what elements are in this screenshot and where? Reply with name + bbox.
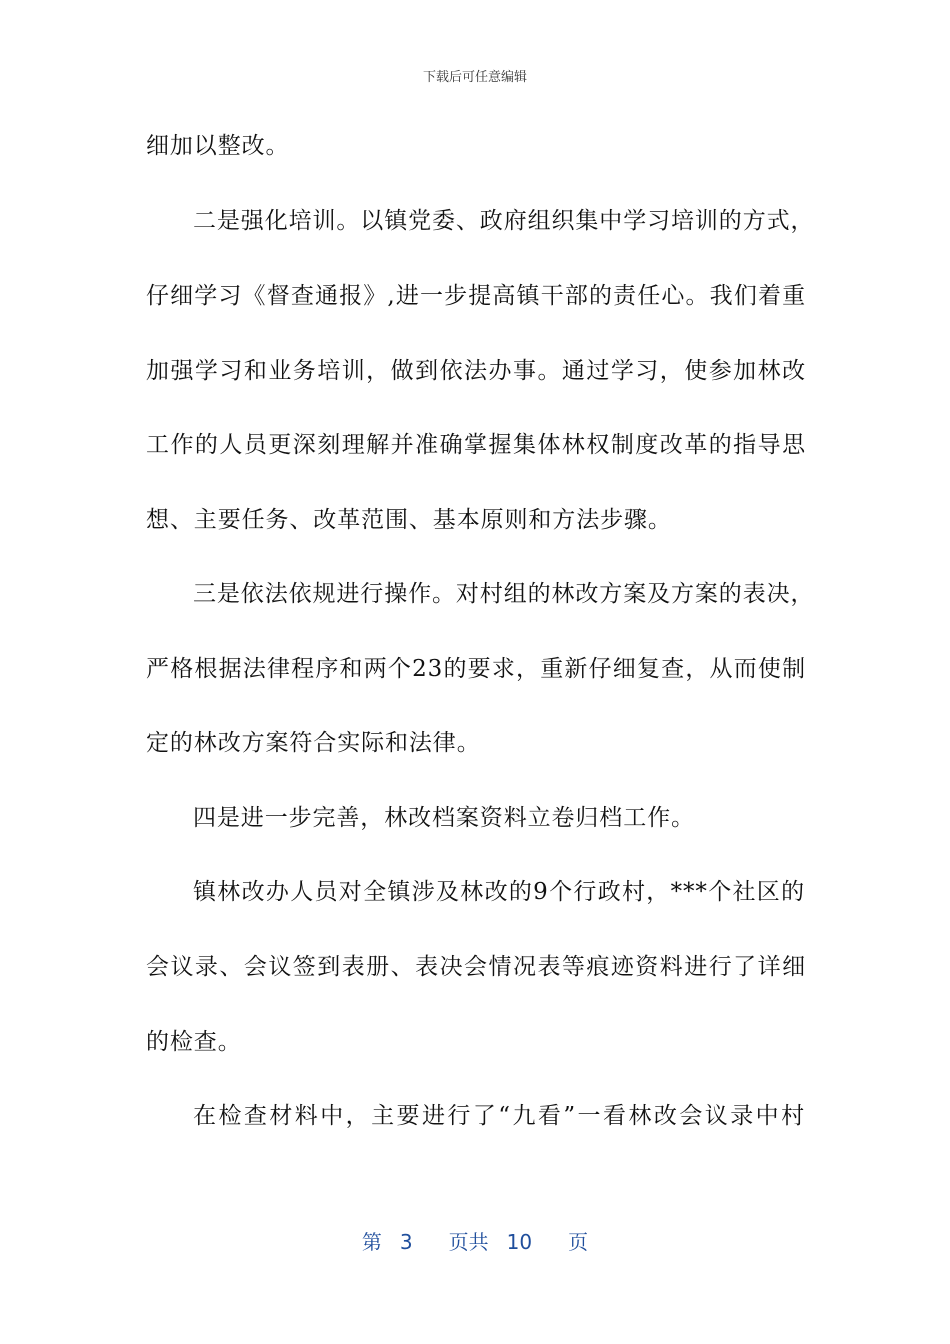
paragraph-line: 工作的人员更深刻理解并准确掌握集体林权制度改革的指导思 — [146, 432, 806, 458]
paragraph-line: 三是依法依规进行操作。对村组的林改方案及方案的表决， — [193, 581, 815, 607]
footer-label-page: 第 — [361, 1230, 382, 1254]
paragraph-line: 四是进一步完善，林改档案资料立卷归档工作。 — [193, 805, 695, 831]
footer-label-end: 页 — [568, 1230, 589, 1254]
paragraph-line: 二是强化培训。以镇党委、政府组织集中学习培训的方式， — [193, 208, 815, 234]
paragraph-line: 加强学习和业务培训，做到依法办事。通过学习，使参加林改 — [146, 358, 806, 384]
paragraph-line: 的检查。 — [146, 1029, 242, 1055]
footer-total-pages: 10 — [506, 1230, 533, 1254]
paragraph-line: 想、主要任务、改革范围、基本原则和方法步骤。 — [146, 507, 672, 533]
paragraph-line: 镇林改办人员对全镇涉及林改的9个行政村，***个社区的 — [193, 879, 805, 905]
page-header-note: 下载后可任意编辑 — [422, 70, 527, 85]
paragraph-line: 仔细学习《督查通报》,进一步提高镇干部的责任心。我们着重 — [146, 283, 806, 309]
footer-label-mid: 页共 — [448, 1230, 489, 1254]
footer-current-page: 3 — [399, 1230, 413, 1254]
page-number-footer — [0, 1226, 950, 1255]
paragraph-line: 严格根据法律程序和两个23的要求，重新仔细复查，从而使制 — [146, 656, 806, 682]
paragraph-line: 细加以整改。 — [146, 133, 290, 159]
paragraph-line: 定的林改方案符合实际和法律。 — [146, 730, 481, 756]
paragraph-line: 会议录、会议签到表册、表决会情况表等痕迹资料进行了详细 — [146, 954, 806, 980]
paragraph-line: 在检查材料中，主要进行了“九看”一看林改会议录中村 — [193, 1103, 805, 1129]
